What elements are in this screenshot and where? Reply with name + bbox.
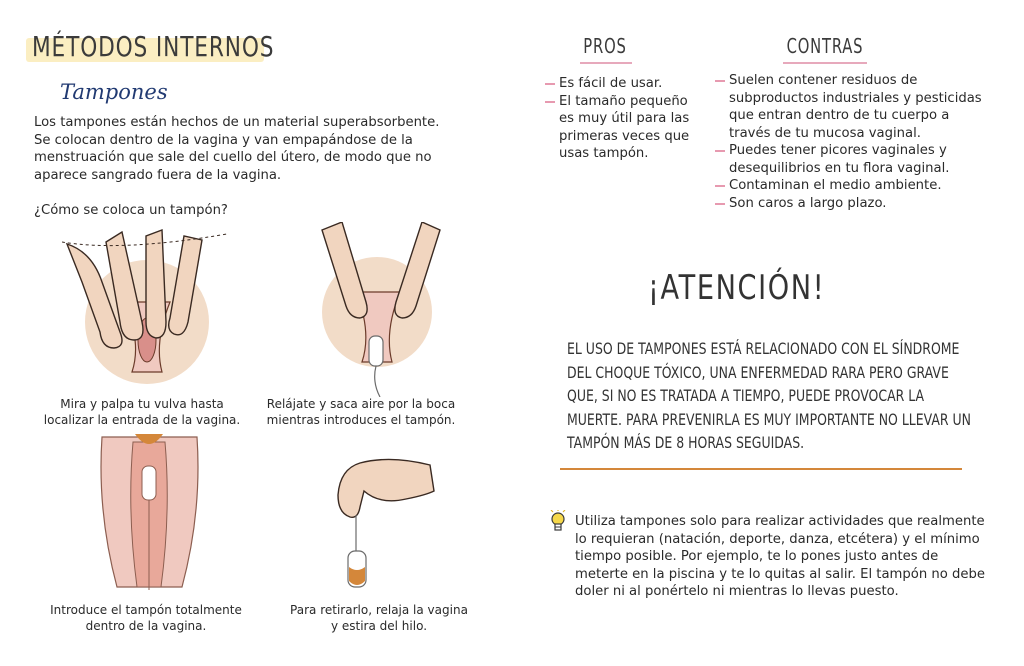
contras-item: Suelen contener residuos de subproductos industriales y pesticidas que entran dentro de tu cuerpo a través de tu mucosa vaginal. (715, 72, 995, 142)
tip-paragraph: Utiliza tampones solo para realizar actividades que realmente lo requieran (natación, deporte, danza, etcétera) y el mínimo tiempo posible. Por ejemplo, te lo pones justo antes de meterte en la piscina y te lo quitas al salir. El tampón no debe doler ni al ponértelo ni mientras lo llevas puesto. (575, 514, 985, 599)
contras-item: Son caros a largo plazo. (715, 195, 995, 213)
illustration-palpate-vulva (62, 222, 232, 387)
how-to-question: ¿Cómo se coloca un tampón? (34, 203, 228, 218)
pros-list (545, 75, 695, 163)
illustration-tampon-inside (97, 432, 202, 592)
attention-warning-text: EL USO DE TAMPONES ESTÁ RELACIONADO CON EL SÍNDROME DEL CHOQUE TÓXICO, UNA ENFERMEDAD RARA PERO GRAVE QUE, SI NO ES TRATADA A TIEMPO, PUEDE PROVOCAR LA MUERTE. PARA PREVENIRLA ES MUY IMPORTANTE NO LLEVAR UN TAMPÓN MÁS DE 8 HORAS SEGUIDAS. (567, 339, 972, 452)
intro-paragraph: Los tampones están hechos de un material superabsorbente. Se colocan dentro de la vagina y van empapándose de la menstruación que sale del cuello del útero, de modo que no aparece sangrado fuera de la vagina. (34, 115, 440, 183)
pros-item: El tamaño pequeño es muy útil para las primeras veces que usas tampón. (545, 93, 695, 163)
illustration-remove-tampon (330, 455, 435, 590)
pros-item: Es fácil de usar. (545, 75, 695, 93)
step-3-caption: Introduce el tampón totalmente dentro de la vagina. (50, 603, 242, 633)
step-2-caption: Relájate y saca aire por la boca mientras introduces el tampón. (266, 397, 456, 427)
divider-line (560, 468, 962, 470)
section-subtitle: Tampones (60, 80, 168, 104)
pros-heading: PROS (583, 34, 627, 58)
contras-item: Contaminan el medio ambiente. (715, 177, 995, 195)
title-block (32, 30, 314, 63)
illustration-insert-tampon (312, 222, 452, 397)
step-1-caption: Mira y palpa tu vulva hasta localizar la entrada de la vagina. (43, 397, 241, 427)
page-title: MÉTODOS INTERNOS (32, 30, 275, 63)
contras-heading: CONTRAS (786, 34, 864, 58)
pros-underline (580, 62, 632, 64)
step-4-caption: Para retirarlo, relaja la vagina y estira del hilo. (290, 603, 468, 633)
lightbulb-icon (549, 510, 567, 534)
attention-heading: ¡ATENCIÓN! (648, 268, 826, 308)
contras-list (715, 72, 995, 212)
contras-item: Puedes tener picores vaginales y desequilibrios en tu flora vaginal. (715, 142, 995, 177)
contras-underline (783, 62, 867, 64)
